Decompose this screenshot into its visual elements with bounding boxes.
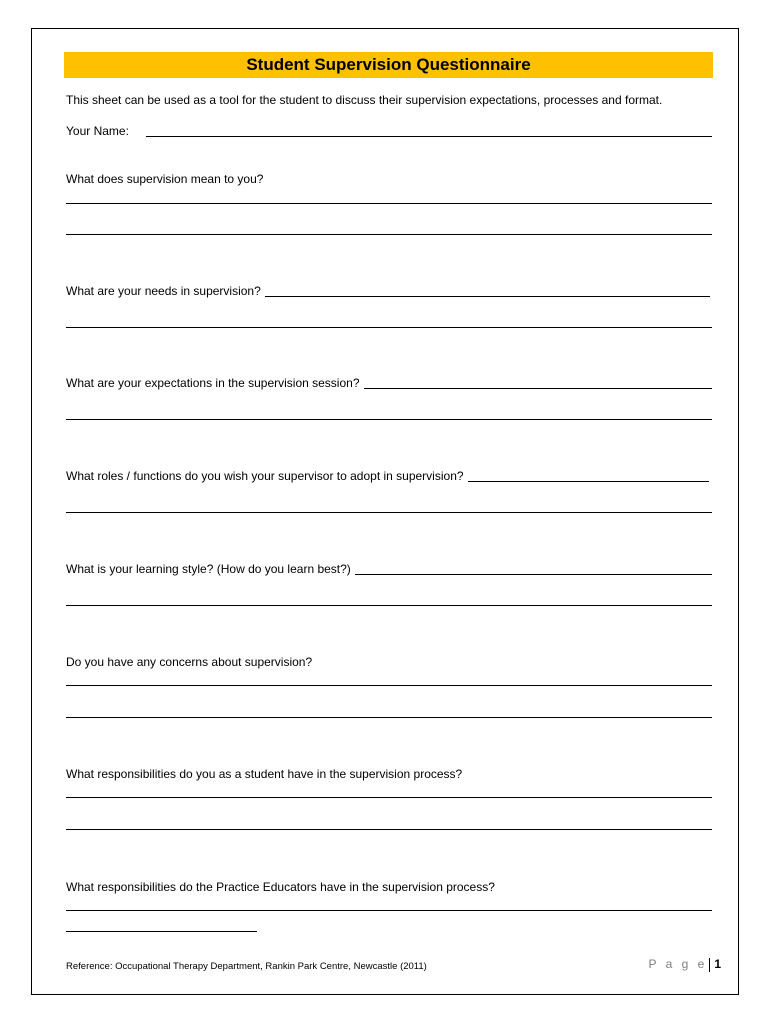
- answer-line-6a[interactable]: [66, 685, 712, 686]
- question-3: What are your expectations in the supervision session?: [66, 376, 364, 390]
- answer-line-4b[interactable]: [66, 512, 712, 513]
- page-separator: [709, 958, 710, 972]
- answer-line-7b[interactable]: [66, 829, 712, 830]
- question-1: What does supervision mean to you?: [66, 172, 267, 186]
- answer-line-2b[interactable]: [66, 327, 712, 328]
- question-5: What is your learning style? (How do you learn best?): [66, 562, 355, 576]
- answer-line-1a[interactable]: [66, 203, 712, 204]
- name-field[interactable]: [146, 136, 712, 137]
- question-7: What responsibilities do you as a student have in the supervision process?: [66, 767, 466, 781]
- answer-line-6b[interactable]: [66, 717, 712, 718]
- answer-line-7a[interactable]: [66, 797, 712, 798]
- answer-line-8b[interactable]: [66, 931, 257, 932]
- answer-line-3b[interactable]: [66, 419, 712, 420]
- question-2: What are your needs in supervision?: [66, 284, 265, 298]
- page-title: Student Supervision Questionnaire: [246, 55, 531, 74]
- name-label: Your Name:: [66, 124, 133, 138]
- question-8: What responsibilities do the Practice Educators have in the supervision process?: [66, 880, 499, 894]
- answer-line-5b[interactable]: [66, 605, 712, 606]
- footer-reference: Reference: Occupational Therapy Department, Rankin Park Centre, Newcastle (2011): [66, 961, 427, 972]
- page-label: P a g e: [648, 957, 708, 971]
- page-number-block: [649, 957, 722, 972]
- answer-line-8a[interactable]: [66, 910, 712, 911]
- question-6: Do you have any concerns about supervision?: [66, 655, 316, 669]
- page-number: 1: [714, 957, 721, 971]
- intro-text: This sheet can be used as a tool for the student to discuss their supervision expectations, processes and format.: [66, 93, 663, 107]
- title-bar: [64, 52, 713, 78]
- question-4: What roles / functions do you wish your supervisor to adopt in supervision?: [66, 469, 468, 483]
- answer-line-1b[interactable]: [66, 234, 712, 235]
